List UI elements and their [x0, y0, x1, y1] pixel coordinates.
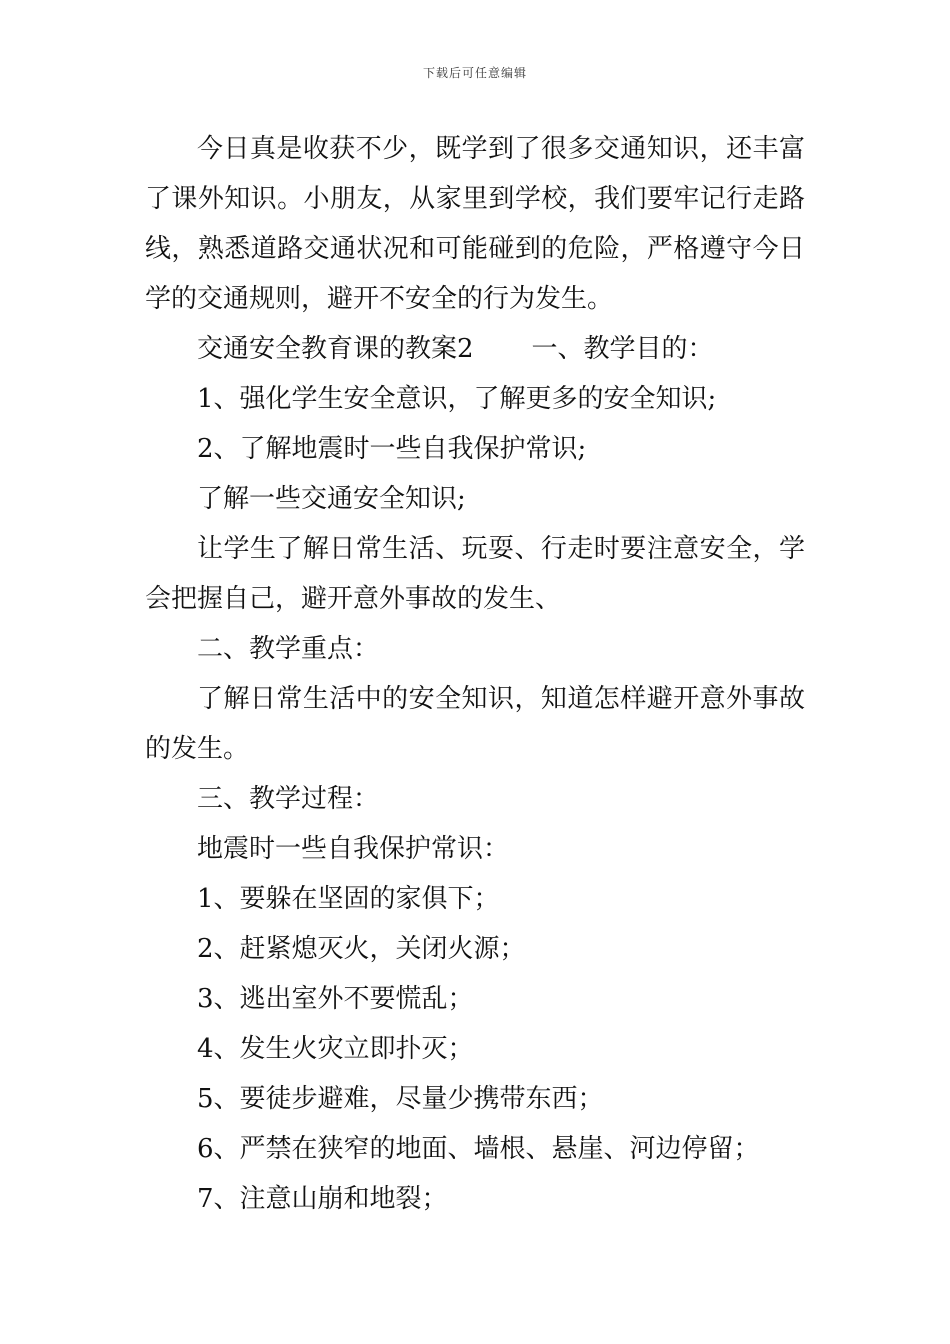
objective-item-4: 让学生了解日常生活、玩耍、行走时要注意安全，学会把握自己，避开意外事故的发生、: [145, 534, 805, 614]
earthquake-safety-intro: 地震时一些自我保护常识：: [197, 834, 510, 864]
list-item: 4、发生火灾立即扑灭；: [197, 1034, 474, 1064]
list-item: 7、注意山崩和地裂；: [197, 1184, 448, 1214]
objective-item-2: 2、了解地震时一些自我保护常识;: [197, 434, 587, 464]
key-points-text: 了解日常生活中的安全知识，知道怎样避开意外事故的发生。: [145, 684, 805, 764]
list-item: 5、要徒步避难，尽量少携带东西；: [197, 1084, 604, 1114]
page-header: 下载后可任意编辑: [422, 66, 527, 80]
lesson-heading: [145, 324, 805, 374]
objective-item-1: 1、强化学生安全意识，了解更多的安全知识;: [197, 384, 717, 414]
paragraph-summary: 今日真是收获不少，既学到了很多交通知识，还丰富了课外知识。小朋友，从家里到学校，我们要牢记行走路线，熟悉道路交通状况和可能碰到的危险，严格遵守今日学的交通规则，避开不安全的行为发生。: [145, 134, 805, 314]
lesson-objective-heading: 一、教学目的：: [531, 334, 714, 364]
list-item: 1、要躲在坚固的家俱下；: [197, 884, 500, 914]
section-heading-process: 三、教学过程：: [197, 784, 380, 814]
document-body: [145, 124, 805, 1224]
section-heading-key-points: 二、教学重点：: [197, 634, 380, 664]
list-item: 3、逃出室外不要慌乱；: [197, 984, 474, 1014]
objective-item-3: 了解一些交通安全知识;: [197, 484, 466, 514]
list-item: 2、赶紧熄灭火，关闭火源；: [197, 934, 526, 964]
lesson-title: 交通安全教育课的教案2: [197, 334, 474, 364]
list-item: 6、严禁在狭窄的地面、墙根、悬崖、河边停留；: [197, 1134, 760, 1164]
